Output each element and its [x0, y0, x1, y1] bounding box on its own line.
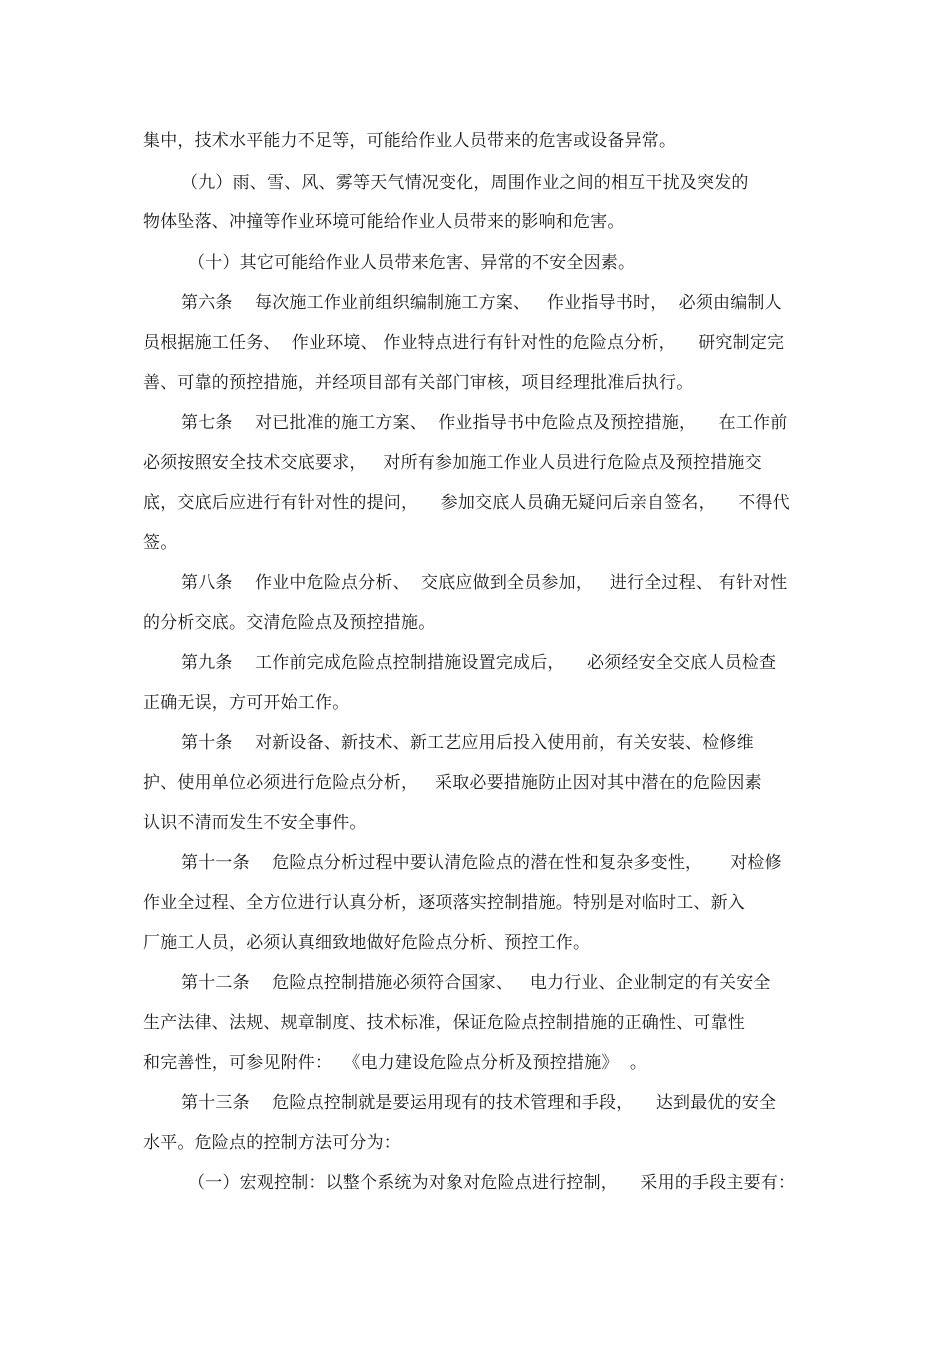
text-line: 作业全过程、全方位进行认真分析，逐项落实控制措施。特别是对临时工、新入 — [143, 893, 745, 913]
text-line: 认识不清而发生不安全事件。 — [143, 813, 367, 833]
text-line: 善、可靠的预控措施，并经项目部有关部门审核，项目经理批准后执行。 — [143, 373, 694, 393]
text-line: 的分析交底。交清危险点及预控措施。 — [143, 613, 436, 633]
text-line: 第十条 对新设备、新技术、新工艺应用后投入使用前，有关安装、检修维 — [181, 733, 754, 753]
text-line: 必须按照安全技术交底要求， 对所有参加施工作业人员进行危险点及预控措施交 — [143, 453, 762, 473]
text-line: 水平。危险点的控制方法可分为： — [143, 1133, 401, 1153]
text-line: （一）宏观控制：以整个系统为对象对危险点进行控制， 采用的手段主要有： — [188, 1173, 796, 1193]
text-line: 员根据施工任务、 作业环境、 作业特点进行有针对性的危险点分析， 研究制定完 — [143, 333, 785, 353]
text-line: 生产法律、法规、规章制度、技术标准，保证危险点控制措施的正确性、可靠性 — [143, 1013, 745, 1033]
text-line: 物体坠落、冲撞等作业环境可能给作业人员带来的影响和危害。 — [143, 212, 625, 232]
text-line: 第九条 工作前完成危险点控制措施设置完成后， 必须经安全交底人员检查 — [181, 653, 777, 673]
text-line: 正确无误，方可开始工作。 — [143, 693, 350, 713]
text-line: 签。 — [143, 533, 178, 553]
text-line: 第十二条 危险点控制措施必须符合国家、 电力行业、企业制定的有关安全 — [181, 973, 771, 993]
text-line: （九）雨、雪、风、雾等天气情况变化，周围作业之间的相互干扰及突发的 — [181, 173, 749, 193]
text-line: 第八条 作业中危险点分析、 交底应做到全员参加， 进行全过程、 有针对性 — [181, 573, 788, 593]
text-line: 第十一条 危险点分析过程中要认清危险点的潜在性和复杂多变性， 对检修 — [181, 853, 782, 873]
text-line: 护、使用单位必须进行危险点分析， 采取必要措施防止因对其中潜在的危险因素 — [143, 773, 762, 793]
text-line: 和完善性，可参见附件： 《电力建设危险点分析及预控措施》 。 — [143, 1053, 648, 1073]
text-line: 第七条 对已批准的施工方案、 作业指导书中危险点及预控措施， 在工作前 — [181, 413, 788, 433]
text-line: 第十三条 危险点控制就是要运用现有的技术管理和手段， 达到最优的安全 — [181, 1093, 777, 1113]
text-line: 第六条 每次施工作业前组织编制施工方案、 作业指导书时， 必须由编制人 — [181, 293, 782, 313]
text-line: （十）其它可能给作业人员带来危害、异常的不安全因素。 — [188, 253, 636, 273]
text-line: 底，交底后应进行有针对性的提问， 参加交底人员确无疑问后亲自签名， 不得代 — [143, 493, 790, 513]
text-line: 集中，技术水平能力不足等，可能给作业人员带来的危害或设备异常。 — [143, 131, 677, 151]
text-line: 厂施工人员，必须认真细致地做好危险点分析、预控工作。 — [143, 933, 591, 953]
